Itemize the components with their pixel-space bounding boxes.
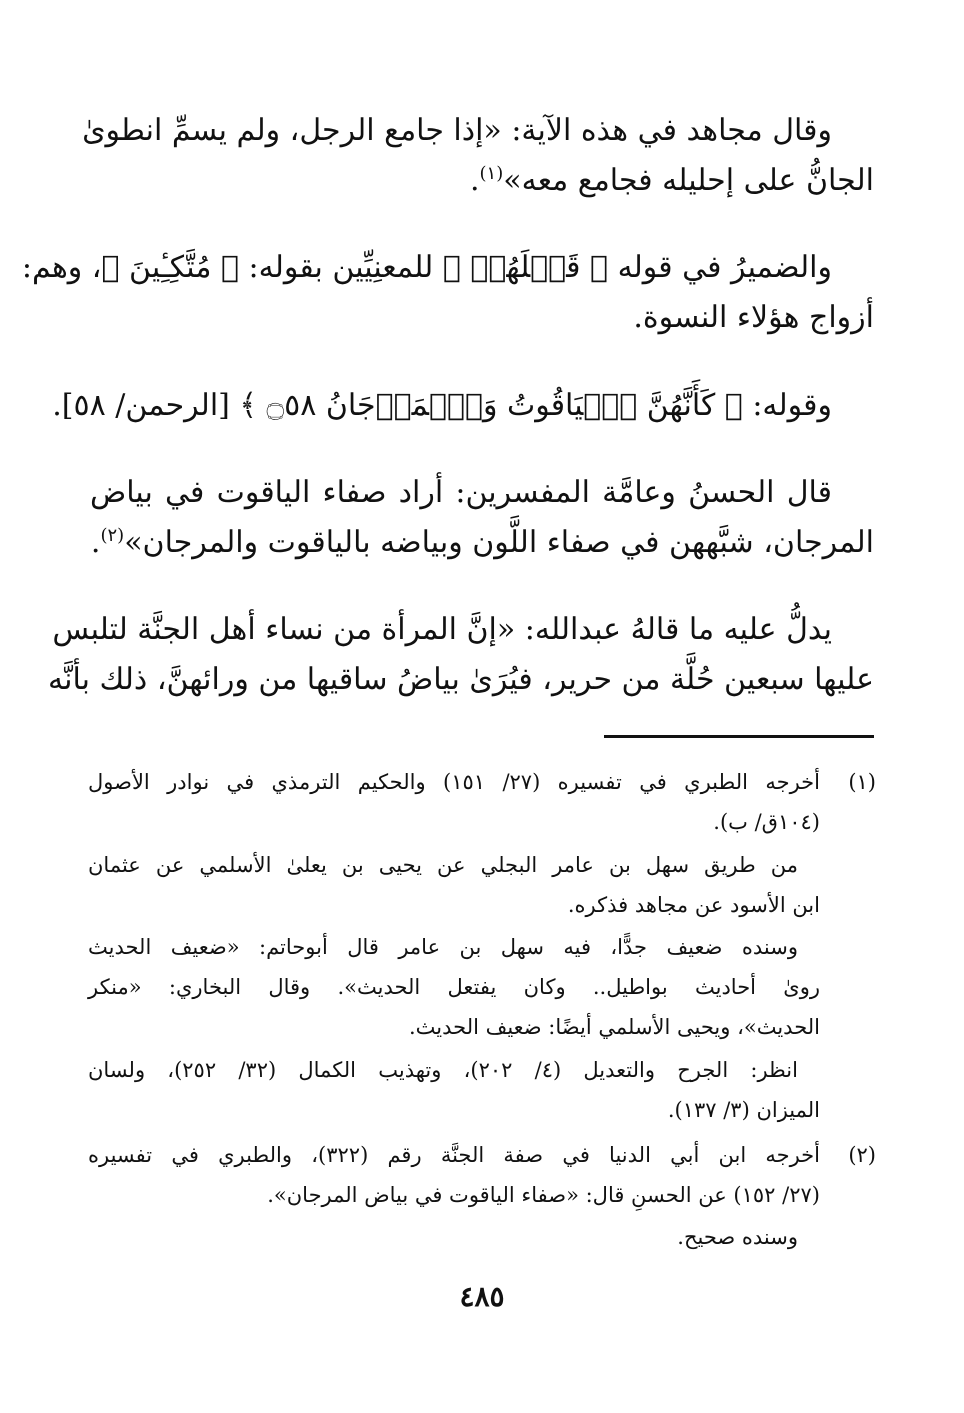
paragraph-mujahid <box>82 106 874 206</box>
footnote-ref[interactable]: (٢) <box>100 525 125 546</box>
paragraph-pronoun <box>21 243 874 343</box>
footnote-2 <box>88 1135 876 1215</box>
paragraph-line: عليها سبعين حُلَّة من حرير، فيُرَىٰ بياضُ ساقيها من ورائهنَّ، ذلك بأنَّه <box>48 662 874 697</box>
text-run: للمعنِيِّين بقوله: <box>248 250 434 285</box>
footnote-number: (٢) <box>848 1143 876 1167</box>
footnote-number: (١) <box>848 770 876 794</box>
footnote-line: الميزان (٣/ ١٣٧). <box>667 1098 820 1122</box>
text-run: ، وهم: <box>21 250 102 285</box>
footnote-1 <box>88 762 876 842</box>
quran-quote: ﴿ كَأَنَّهُنَّ ٱلۡيَاقُوتُ وَٱلۡمَرۡجَانُ ۝٥٨ ﴾ <box>239 388 743 423</box>
footnote-1-references <box>88 1050 876 1130</box>
footnote-body <box>88 762 820 842</box>
footnote-line: ابن الأسود عن مجاهد فذكره. <box>567 893 820 917</box>
paragraph-verse <box>52 381 874 431</box>
text-run: المرجان، شبَّههن في صفاء اللَّون وبياضه بالياقوت والمرجان» <box>124 525 874 560</box>
footnote-1-grading <box>88 927 876 1047</box>
footnote-body <box>88 1050 820 1130</box>
footnote-line: (١٠٤ق/ ب). <box>713 810 820 834</box>
footnote-body <box>88 1135 820 1215</box>
footnote-line: (٢٧/ ١٥٢) عن الحسنِ قال: «صفاء الياقوت في بياض المرجان». <box>267 1183 820 1207</box>
quran-quote: ﴿ قَبۡلَهُمۡ ﴾ <box>442 250 609 285</box>
footnote-line: وسنده صحيح. <box>677 1225 798 1249</box>
footnote-line: من طريق سهل بن عامر البجلي عن يحيى بن يعلىٰ الأسلمي عن عثمان <box>88 853 798 877</box>
paragraph-line: يدلُّ عليه ما قالهُ عبدالله: «إنَّ المرأة من نساء أهل الجنَّة لتلبس <box>52 612 832 647</box>
footnote-1-chain <box>88 845 876 925</box>
paragraph-abdullah <box>48 605 874 705</box>
text-run: . <box>90 525 101 560</box>
footnote-line: أخرجه الطبري في تفسيره (٢٧/ ١٥١) والحكيم الترمذي في نوادر الأصول <box>88 770 821 794</box>
paragraph-hasan <box>90 468 874 568</box>
paragraph-line <box>52 381 874 431</box>
footnote-body <box>88 1217 820 1257</box>
paragraph-line <box>90 518 874 568</box>
quran-quote: ﴿ مُتَّكِـِٔينَ ﴾ <box>101 250 239 285</box>
text-run: والضميرُ في قوله <box>617 250 832 285</box>
footnote-line: أخرجه ابن أبي الدنيا في صفة الجنَّة رقم (٣٢٢)، والطبري في تفسيره <box>88 1143 820 1167</box>
footnote-line: روىٰ أحاديث بواطيل.. وكان يفتعل الحديث». وقال البخاري: «منكر <box>88 975 820 999</box>
footnote-body <box>88 927 820 1047</box>
text-run: . <box>469 163 480 198</box>
paragraph-line <box>21 243 874 293</box>
paragraph-line: أزواج هؤلاء النسوة. <box>633 300 874 335</box>
footnote-line: وسنده ضعيف جدًّا، فيه سهل بن عامر قال أبوحاتم: «ضعيف الحديث <box>88 935 798 959</box>
footnote-line: انظر: الجرح والتعديل (٤/ ٢٠٢)، وتهذيب الكمال (٣٢/ ٢٥٢)، ولسان <box>88 1058 798 1082</box>
footnote-ref[interactable]: (١) <box>479 163 504 184</box>
page-number: ٤٨٥ <box>459 1280 505 1313</box>
footnote-body <box>88 845 820 925</box>
footnote-2-grading <box>88 1217 876 1257</box>
paragraph-line <box>90 156 874 206</box>
footnote-line: الحديث»، ويحيى الأسلمي أيضًا: ضعيف الحديث. <box>408 1015 820 1039</box>
verse-citation: [الرحمن/ ٥٨]. <box>52 388 230 423</box>
text-run: الجانُّ على إحليله فجامع معه» <box>503 163 874 198</box>
paragraph-line: قال الحسنُ وعامَّة المفسرين: أراد صفاء الياقوت في بياض <box>90 475 832 510</box>
text-run: وقوله: <box>752 388 832 423</box>
paragraph-line: وقال مجاهد في هذه الآية: «إذا جامع الرجل، ولم يسمِّ انطوىٰ <box>82 113 832 148</box>
footnote-separator <box>604 735 874 738</box>
